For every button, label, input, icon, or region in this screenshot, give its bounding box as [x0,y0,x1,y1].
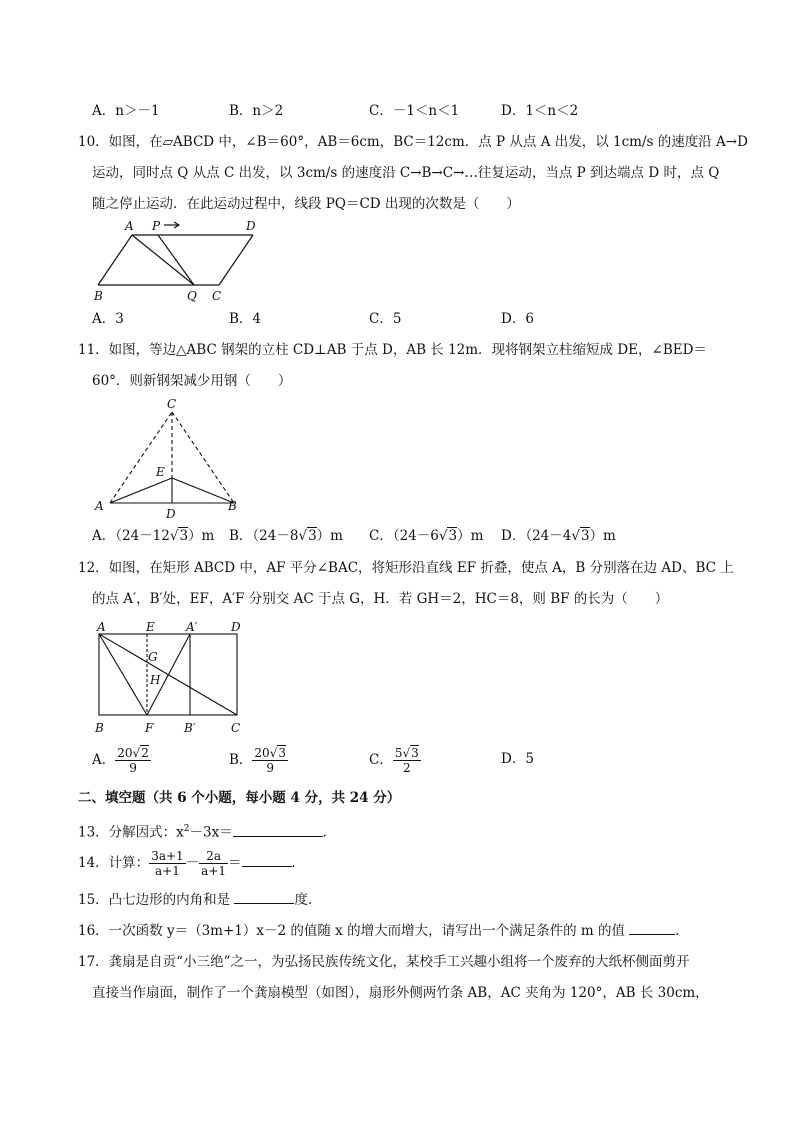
q10-label-d: D [246,219,256,233]
q12-label-a-prime: A′ [186,620,198,634]
q11-line2: 60°．则新钢架减少用钢（ ） [92,373,292,389]
q11-option-a-post: ）m [188,528,215,544]
q12-label-e: E [146,620,155,634]
q11-label-d: D [166,507,176,521]
q12-label-b-prime: B′ [184,721,196,735]
q11-label-a: A [95,499,104,513]
q10-option-c: C．5 [369,311,402,327]
q10-label-b: B [94,289,103,303]
q12-option-a-den: 9 [129,761,137,775]
q12-option-b-num: 20 [254,746,270,760]
q12-option-c-den: 2 [402,761,411,775]
q16 [78,922,689,940]
q16-end: ． [675,923,689,939]
q12-option-b-fraction: $\frac{20√3}{9}$ [254,746,286,775]
q13-pre: 13．分解因式：x [78,824,184,841]
q14-minus: － [185,855,200,871]
q13-post: －3x＝ [189,824,233,841]
q15-answer-blank[interactable] [234,903,294,904]
q10-label-q: Q [187,289,197,303]
q9-option-c: C．－1＜n＜1 [369,103,460,119]
q12-label-h: H [150,673,161,687]
q11-option-b: B．（24－8√3）m [229,528,343,544]
q16-text: 16．一次函数 y＝（3m+1）x－2 的值随 x 的增大而增大，请写出一个满足条件的 m 的值 [78,923,630,939]
q9-option-a: A．n＞－1 [92,103,160,119]
q9-option-d: D．1＜n＜2 [501,103,579,119]
q12-option-c [369,745,421,775]
q11-option-b-post: ）m [316,528,343,544]
q10-line2: 运动，同时点 Q 从点 C 出发，以 3cm/s 的速度沿 C→B→C→…往复运动，当点 P 到达端点 D 时，点 Q [92,165,720,181]
q12-label-b: B [95,721,104,735]
q10-label-a: A [125,219,134,233]
q17-line2: 直接当作扇面，制作了一个龚扇模型（如图），扇形外侧两竹条 AB，AC 夹角为 120°，AB 长 30cm， [92,985,709,1001]
q12-line1: 12．如图，在矩形 ABCD 中，AF 平分∠BAC，将矩形沿直线 EF 折叠，使点 A，B 分别落在边 AD、BC 上 [78,560,734,576]
q14-eq: ＝ [228,855,242,871]
q10-option-a: A．3 [92,311,124,327]
q15-pre: 15．凸七边形的内角和是 [78,892,235,908]
q12-label-d: D [231,620,241,634]
q13-sup: 2 [183,824,190,834]
q12-option-a-fraction: $\frac{20√2}{9}$ [117,746,149,775]
q12-option-c-radicand: 3 [411,746,419,760]
q12-option-d [501,750,534,768]
q11-option-c-post: ）m [457,528,484,544]
q13 [78,820,336,842]
q12-option-a [92,745,151,775]
q11-option-d: D．（24－4√3）m [501,528,616,544]
q9-option-b: B．n＞2 [229,103,284,119]
q11-option-a-radicand: 3 [179,528,189,544]
q10-option-d: D．6 [501,311,534,327]
q10-option-b: B．4 [229,311,262,327]
q10-label-c: C [212,289,222,303]
q11-option-d-radicand: 3 [580,528,590,544]
q13-answer-blank[interactable] [233,836,323,837]
q11-option-c-letter: C． [369,528,393,544]
q12-option-b-radicand: 3 [278,746,286,760]
q15-post: 度． [294,892,322,908]
q11-option-d-post: ）m [589,528,616,544]
q13-end: ． [322,824,337,841]
q12-label-c: C [231,721,241,735]
q10-label-p: P [152,219,161,233]
q12-option-c-fraction: $\frac{5√3}{2}$ [394,746,419,775]
q10-line1: 10．如图，在▱ABCD 中，∠B＝60°，AB＝6cm，BC＝12cm．点 P 从点 A 出发，以 1cm/s 的速度沿 A→D [78,134,748,150]
q14-end: ． [291,855,306,871]
q12-option-a-radicand: 2 [141,746,149,760]
q12-label-a: A [97,620,106,634]
q10-line3: 随之停止运动．在此运动过程中，线段 PQ＝CD 出现的次数是（ ） [92,196,520,212]
q11-option-c-radicand: 3 [448,528,458,544]
q12-line2: 的点 A′，B′处，EF，A′F 分别交 AC 于点 G，H．若 GH＝2，HC＝8，则 BF 的长为（ ） [92,591,669,607]
q12-label-f: F [145,721,154,735]
q12-option-c-letter: C． [369,752,393,768]
q15 [78,891,321,909]
q12-option-a-letter: A． [92,752,116,768]
q12-option-c-num: 5 [394,746,403,760]
q14-fraction-2 [199,849,228,878]
q11-option-c: C．（24－6√3）m [369,528,484,544]
q11-option-d-letter: D． [501,528,526,544]
q12-label-g: G [148,650,158,664]
q14-f1-den: a+1 [155,864,180,878]
q12-option-a-num: 20 [117,746,133,760]
q14-fraction-1 [149,849,185,878]
q12-option-b-den: 9 [266,761,275,775]
q11-option-b-pre: （24－8 [252,528,299,544]
q16-answer-blank[interactable] [629,934,675,935]
q14-answer-blank[interactable] [242,866,292,867]
q11-line1: 11．如图，等边△ABC 钢架的立柱 CD⊥AB 于点 D，AB 长 12m．现将钢架立柱缩短成 DE，∠BED＝ [78,342,707,358]
q14-f2-num: 2a [199,849,228,864]
q11-option-c-pre: （24－6 [392,528,439,544]
section-title-fill-in: 二、填空题（共 6 个小题，每小题 4 分，共 24 分） [78,790,401,806]
q11-option-d-pre: （24－4 [525,528,572,544]
q11-option-a: A．（24－12√3）m [92,528,215,544]
q14 [78,848,305,878]
q11-option-a-letter: A． [92,528,116,544]
q11-label-e: E [156,465,165,479]
q11-option-a-pre: （24－12 [115,528,170,544]
q12-option-b [229,745,288,775]
q11-label-c: C [167,397,177,411]
q11-option-b-letter: B． [229,528,253,544]
q11-label-b: B [228,499,237,513]
q12-option-b-letter: B． [229,752,253,768]
q12-option-d-letter: D． [501,751,526,767]
q14-pre: 14．计算： [78,855,150,871]
q14-f1-num: 3a+1 [151,849,184,863]
q17-line1: 17．龚扇是自贡“小三绝”之一，为弘扬民族传统文化，某校手工兴趣小组将一个废弃的大纸杯侧面剪开 [78,954,690,970]
q12-option-d-value: 5 [525,751,534,767]
q14-f2-den: a+1 [201,864,227,878]
q11-option-b-radicand: 3 [308,528,317,544]
